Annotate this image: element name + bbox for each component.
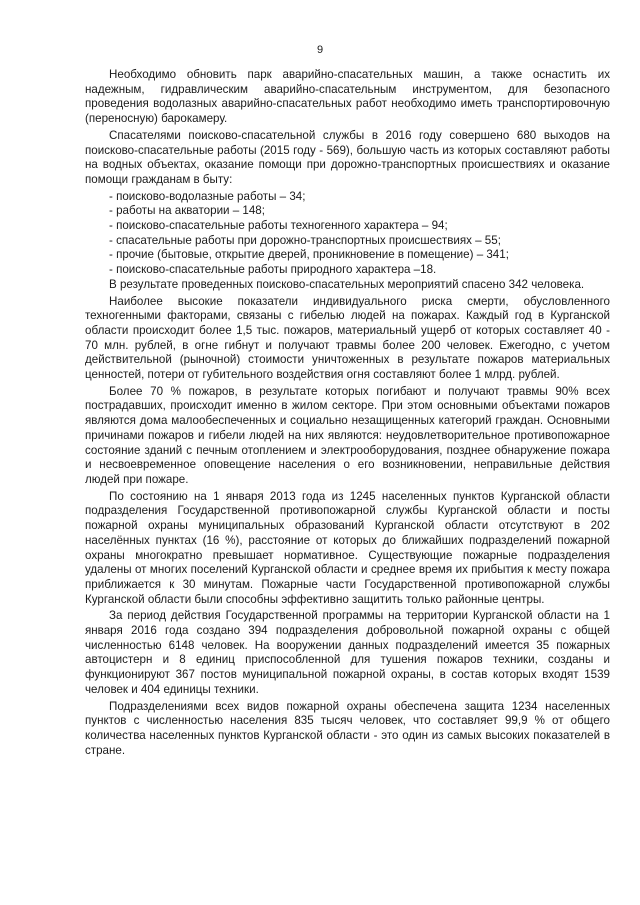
- list-item: - поисково-спасательные работы природного характера –18.: [109, 263, 437, 277]
- body-text: [85, 68, 610, 760]
- paragraph-rescue-equipment: Необходимо обновить парк аварийно-спасательных машин, а также оснастить их надежным, гидравлическим аварийно-спасательным инструментом, для безопасного проведения водолазных аварийно-спасательных работ необходимо иметь транспортировочную (переносную) барокамеру.: [85, 68, 610, 126]
- list-item: - поисково-спасательные работы техногенного характера – 94;: [109, 219, 448, 233]
- paragraph-fire-risk: Наиболее высокие показатели индивидуального риска смерти, обусловленного техногенными факторами, связаны с гибелью людей на пожарах. Каждый год в Курганской области происходит более 1,5 тыс. пожаров, материальный ущерб от которых составляет 40 - 70 млн. рублей, в огне гибнут и получают травмы более 200 человек. Ежегодно, с учетом действительной (рыночной) стоимости уничтоженных в результате пожаров материальных ценностей, потери от губительного воздействия огня составляют более 1 млрд. рублей.: [85, 294, 610, 382]
- list-item: - спасательные работы при дорожно-транспортных происшествиях – 55;: [109, 233, 501, 247]
- list-item: - поисково-водолазные работы – 34;: [109, 189, 306, 203]
- page-number: 9: [316, 44, 324, 56]
- paragraph-rescued-count: В результате проведенных поисково-спасательных мероприятий спасено 342 человека.: [109, 277, 585, 291]
- paragraph-rescue-missions: Спасателями поисково-спасательной службы в 2016 году совершено 680 выходов на поисково-спасательные работы (2015 году - 569), большую часть из которых составляют работы на водных объектах, оказание помощи при дорожно-транспортных происшествиях и оказание помощи гражданам в быту:: [85, 128, 610, 186]
- paragraph-protection-coverage: Подразделениями всех видов пожарной охраны обеспечена защита 1234 населенных пунктов с численностью населения 835 тысяч человек, что составляет 99,9 % от общего количества населенных пунктов Курганской области - это один из самых высоких показателей в стране.: [85, 699, 610, 757]
- mission-list: [85, 190, 610, 278]
- paragraph-residential-fires: Более 70 % пожаров, в результате которых погибают и получают травмы 90% всех пострадавших, происходит именно в жилом секторе. При этом основными объектами пожаров являются дома малообеспеченных и социально незащищенных категорий граждан. Основными причинами пожаров и гибели людей на них являются: неудовлетворительное противопожарное состояние зданий с печным отоплением и электрооборудования, позднее обнаружение пожара и несвоевременное оповещение населения о его возникновении, неправильные действия людей при пожаре.: [85, 384, 610, 486]
- list-item: - прочие (бытовые, открытие дверей, проникновение в помещение) – 341;: [109, 248, 509, 262]
- paragraph-volunteer-brigades: За период действия Государственной программы на территории Курганской области на 1 января 2016 года создано 394 подразделения добровольной пожарной охраны с общей численностью 6148 человек. На вооружении данных подразделений имеется 35 пожарных автоцистерн и 8 единиц приспособленной для тушения пожаров техники, созданы и функционируют 367 постов муниципальной пожарной охраны, в состав которых входят 1539 человек и 404 единицы техники.: [85, 609, 610, 696]
- list-item: - работы на акватории – 148;: [109, 204, 265, 218]
- paragraph-fire-coverage: По состоянию на 1 января 2013 года из 1245 населенных пунктов Курганской области подразделения Государственной противопожарной службы Курганской области и посты пожарной охраны муниципальных образований Курганской области отсутствуют в 202 населённых пунктах (16 %), расстояние от которых до ближайших подразделений пожарной охраны многократно превышает нормативное. Существующие пожарные подразделения удалены от многих поселений Курганской области и среднее время их прибытия к месту пожара приближается к 30 минутам. Пожарные части Государственной противопожарной службы Курганской области были способны эффективно защитить только районные центры.: [85, 489, 610, 606]
